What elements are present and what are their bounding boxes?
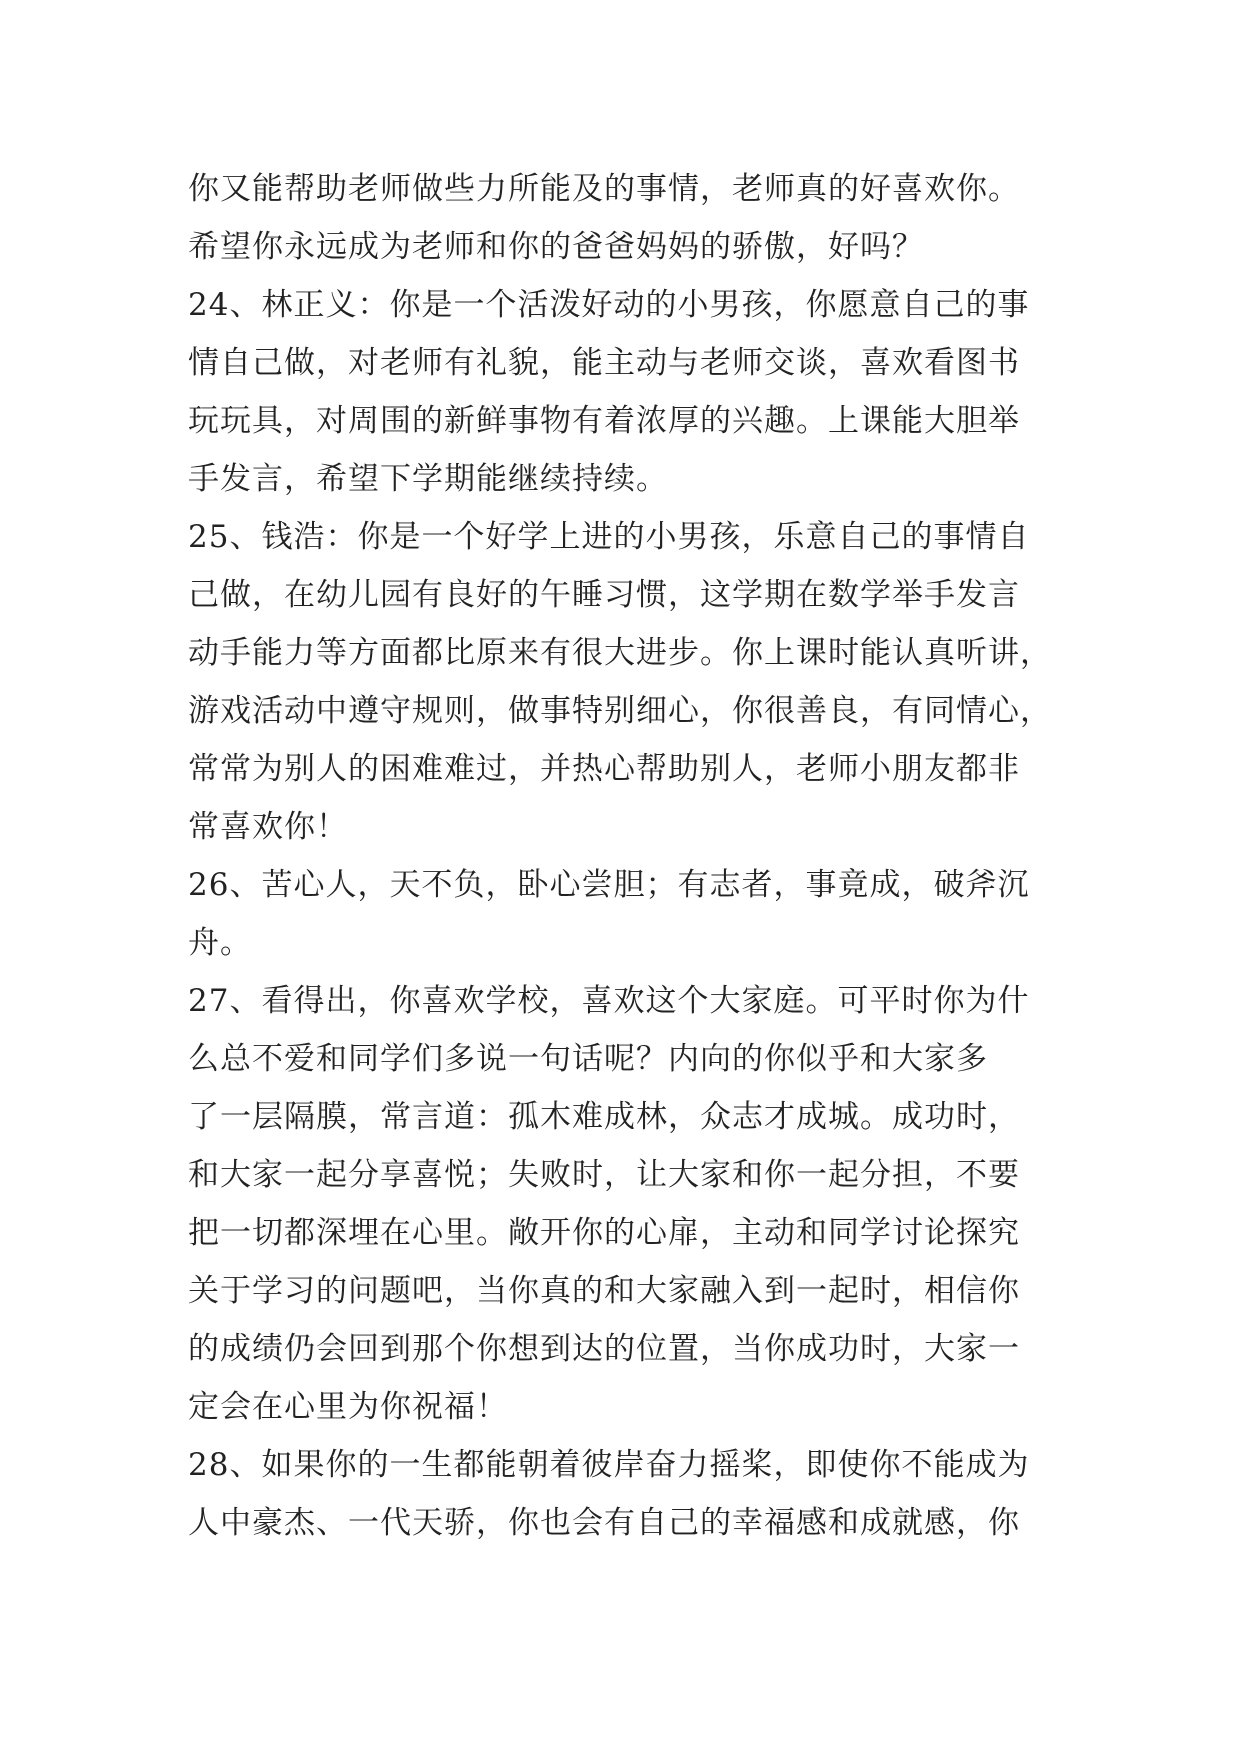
text-line: 28、如果你的一生都能朝着彼岸奋力摇桨，即使你不能成为 bbox=[188, 1447, 1030, 1483]
text-line: 玩玩具，对周围的新鲜事物有着浓厚的兴趣。上课能大胆举 bbox=[188, 403, 1020, 439]
text-line: 了一层隔膜，常言道：孤木难成林，众志才成城。成功时， bbox=[188, 1099, 1020, 1135]
text-line: 和大家一起分享喜悦；失败时，让大家和你一起分担，不要 bbox=[188, 1157, 1020, 1193]
text-line: 常常为别人的困难难过，并热心帮助别人，老师小朋友都非 bbox=[188, 751, 1020, 787]
text-line: 游戏活动中遵守规则，做事特别细心，你很善良，有同情心， bbox=[188, 693, 1052, 729]
text-line: 你又能帮助老师做些力所能及的事情，老师真的好喜欢你。 bbox=[188, 171, 1020, 207]
text-line: 情自己做，对老师有礼貌，能主动与老师交谈，喜欢看图书 bbox=[188, 345, 1020, 381]
text-line: 25、钱浩：你是一个好学上进的小男孩，乐意自己的事情自 bbox=[188, 519, 1030, 555]
text-line: 希望你永远成为老师和你的爸爸妈妈的骄傲，好吗？ bbox=[188, 229, 924, 265]
text-line: 把一切都深埋在心里。敞开你的心扉，主动和同学讨论探究 bbox=[188, 1215, 1020, 1251]
text-line: 26、苦心人，天不负，卧心尝胆；有志者，事竟成，破斧沉 bbox=[188, 867, 1030, 903]
text-line: 27、看得出，你喜欢学校，喜欢这个大家庭。可平时你为什 bbox=[188, 983, 1030, 1019]
text-line: 手发言，希望下学期能继续持续。 bbox=[188, 461, 668, 497]
text-line: 常喜欢你！ bbox=[188, 809, 348, 845]
text-line: 己做，在幼儿园有良好的午睡习惯，这学期在数学举手发言 bbox=[188, 577, 1020, 613]
text-line: 人中豪杰、一代天骄，你也会有自己的幸福感和成就感，你 bbox=[188, 1505, 1020, 1541]
text-line: 24、林正义：你是一个活泼好动的小男孩，你愿意自己的事 bbox=[188, 287, 1030, 323]
text-line: 舟。 bbox=[188, 925, 252, 961]
text-line: 定会在心里为你祝福！ bbox=[188, 1389, 508, 1425]
text-line: 动手能力等方面都比原来有很大进步。你上课时能认真听讲， bbox=[188, 635, 1052, 671]
text-line: 的成绩仍会回到那个你想到达的位置，当你成功时，大家一 bbox=[188, 1331, 1020, 1367]
document-body bbox=[188, 160, 1088, 1552]
text-line: 么总不爱和同学们多说一句话呢？内向的你似乎和大家多 bbox=[188, 1041, 988, 1077]
text-line: 关于学习的问题吧，当你真的和大家融入到一起时，相信你 bbox=[188, 1273, 1020, 1309]
